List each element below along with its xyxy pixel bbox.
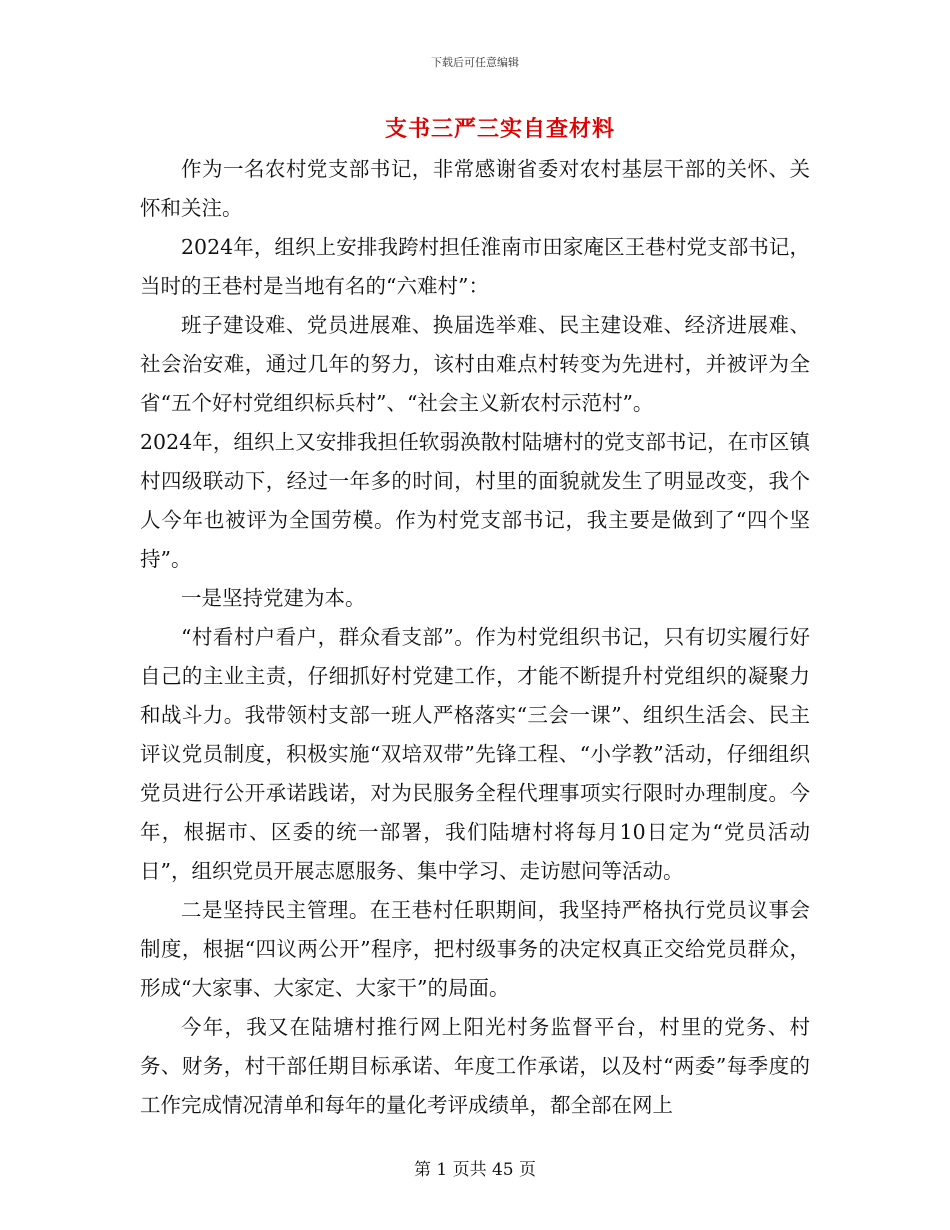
paragraph: “村看村户看户，群众看支部”。作为村党组织书记，只有切实履行好自己的主业主责，仔细抓好村党建工作，才能不断提升村党组织的凝聚力和战斗力。我带领村支部一班人严格落实“三会一课”、组织生活会、民主评议党员制度，积极实施“双培双带”先锋工程、“小学教”活动，仔细组织党员进行公开承诺践诺，对为民服务全程代理事项实行限时办理制度。今年，根据市、区委的统一部署，我们陆塘村将每月10日定为“党员活动日”，组织党员开展志愿服务、集中学习、走访慰问等活动。	[140, 625, 810, 883]
page-footer: 第 1 页共 45 页	[413, 1160, 537, 1180]
paragraph: 班子建设难、党员进展难、换届选举难、民主建设难、经济进展难、社会治安难，通过几年的努力，该村由难点村转变为先进村，并被评为全省“五个好村党组织标兵村”、“社会主义新农村示范村”。	[140, 313, 810, 415]
header-note: 下载后可任意编辑	[431, 56, 519, 69]
document-body	[140, 150, 810, 1125]
paragraph: 作为一名农村党支部书记，非常感谢省委对农村基层干部的关怀、关怀和关注。	[140, 157, 810, 220]
paragraph: 2024年，组织上安排我跨村担任淮南市田家庵区王巷村党支部书记，当时的王巷村是当地有名的“六难村”：	[140, 235, 810, 298]
paragraph: 一是坚持党建为本。	[181, 586, 366, 610]
paragraph: 今年，我又在陆塘村推行网上阳光村务监督平台，村里的党务、村务、财务，村干部任期目标承诺、年度工作承诺，以及村“两委”每季度的工作完成情况清单和每年的量化考评成绩单，都全部在网上	[140, 1015, 810, 1117]
document-title: 支书三严三实自查材料	[384, 116, 615, 142]
paragraph: 二是坚持民主管理。在王巷村任职期间，我坚持严格执行党员议事会制度，根据“四议两公开”程序，把村级事务的决定权真正交给党员群众，形成“大家事、大家定、大家干”的局面。	[140, 898, 810, 1000]
paragraph: 2024年，组织上又安排我担任软弱涣散村陆塘村的党支部书记，在市区镇村四级联动下，经过一年多的时间，村里的面貌就发生了明显改变，我个人今年也被评为全国劳模。作为村党支部书记，我主要是做到了“四个坚持”。	[140, 430, 810, 571]
